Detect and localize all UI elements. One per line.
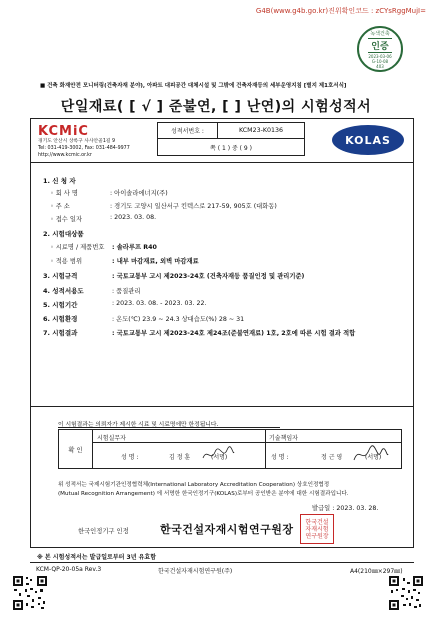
confirmation-table — [58, 429, 402, 469]
period-value: : 2023. 03. 08. - 2023. 03. 22. — [112, 300, 207, 307]
manager-signature-icon — [351, 444, 389, 466]
seal-main: 인증 — [368, 38, 391, 53]
accreditation-statement — [58, 481, 408, 499]
section-target-heading: 2. 시험대상품 — [43, 230, 84, 238]
scope-label: ◦ 적용 범위 — [50, 258, 83, 265]
manager-name: 정 근 영 — [321, 454, 343, 461]
tester-title: 시험실무자 — [97, 435, 126, 442]
result-value: : 국토교통부 고시 제2023-24호 제24조(준불연재료) 1호, 2호에 따른 시험 결과 적합 — [112, 330, 356, 337]
limitation-underline — [58, 427, 280, 428]
footer-divider — [30, 562, 414, 563]
confirmation-row-line — [93, 442, 401, 443]
manager-name-label: 성 명 : — [271, 454, 289, 461]
qr-code-icon-right — [388, 575, 424, 611]
applicant-date-label: ◦ 접수 일자 — [50, 216, 83, 223]
purpose-value: : 품질관리 — [112, 288, 141, 295]
seal-code: G-10-08 — [371, 58, 389, 64]
applicant-company-label: ◦ 회 사 명 — [50, 190, 78, 197]
qr-code-icon — [12, 575, 48, 611]
section-applicant-heading: 1. 신 청 자 — [43, 177, 76, 185]
agency-name: 한국건설자재시험연구원장 — [160, 523, 294, 536]
tester-signature-icon — [201, 444, 235, 464]
accreditation-line-1: 위 성적서는 국제시험기관인정협력체(International Laboratory Accreditation Cooperation) 상호인정협정 — [58, 482, 330, 488]
section-result-heading: 7. 시험결과 — [43, 329, 78, 337]
header-divider — [30, 162, 414, 163]
section-purpose-heading: 4. 성적서용도 — [43, 287, 84, 295]
kcmic-logo: KCMiC — [38, 124, 89, 139]
seal-num: 403 — [376, 63, 384, 69]
form-notice: ■ 건축 화재안전 모니터링(건축자재 분야), 아파트 대피공간 대체시설 및 그밖에 건축자재등의 세부운영지침 [별지 제1호서식] — [40, 83, 347, 89]
lab-url-line: http://www.kcmic.or.kr — [38, 153, 92, 158]
tester-name-label: 성 명 : — [121, 454, 139, 461]
tester-sign-label: (서명) — [211, 454, 228, 461]
page-indicator: 쪽 ( 1 ) 중 ( 9 ) — [210, 144, 252, 152]
kolas-mark: KOLAS — [332, 125, 404, 155]
section-spec-heading: 3. 시험규격 — [43, 272, 78, 280]
kolas-logo — [332, 125, 404, 155]
tester-name: 김 정 훈 — [169, 454, 191, 461]
applicant-address-value: : 경기도 고양시 일산서구 킨텍스로 217-59, 905호 (대화동) — [110, 203, 277, 210]
lab-address — [38, 138, 130, 159]
green-building-seal — [357, 26, 403, 72]
footer-org: 한국건설자재시험연구원(주) — [158, 568, 233, 575]
manager-sign-label: (서명) — [365, 454, 382, 461]
applicant-date-value: : 2023. 03. 08. — [110, 214, 157, 221]
validity-note: ※ 본 시험성적서는 발급일로부터 3년 유효함 — [37, 554, 156, 561]
content-divider — [30, 406, 414, 407]
environment-value: : 온도(℃) 23.9 ~ 24.3 상대습도(%) 28 ~ 31 — [112, 316, 245, 323]
applicant-company-value: : 아이솔라에너지(주) — [110, 190, 168, 197]
sample-name-value: : 솔라루프 R40 — [112, 244, 157, 251]
form-code: KCM-QP-20-05a Rev.3 — [36, 566, 102, 573]
accreditation-line-2: (Mutual Recognition Arrangement) 에 서명한 한국인정기구(KOLAS)로부터 공인받은 분야에 대한 시험결과입니다. — [58, 491, 349, 497]
section-environment-heading: 6. 시험환경 — [43, 315, 78, 323]
g4b-verification-code: G4B(www.g4b.go.kr)진위확인코드 : zCYsRggMujI= — [255, 7, 426, 15]
issue-date: 발급일 : 2023. 03. 28. — [312, 505, 379, 512]
scope-value: : 내부 마감재료, 외벽 마감재료 — [112, 258, 199, 265]
lab-phone-line: Tel: 031-419-3002, Fax: 031-484-9977 — [38, 146, 130, 151]
section-period-heading: 5. 시험기간 — [43, 301, 78, 309]
applicant-address-label: ◦ 주 소 — [50, 203, 70, 210]
cert-number-label: 성적서번호 : — [158, 123, 218, 138]
spec-value: : 국토교통부 고시 제2023-24호 (건축자재등 품질인정 및 관리기준) — [112, 273, 305, 280]
confirmation-col-line — [265, 430, 266, 468]
paper-size: A4(210㎜×297㎜) — [350, 568, 403, 575]
lab-address-line: 경기도 안산시 상록구 사사안골1길 9 — [38, 139, 116, 144]
limitation-note: 이 시험결과는 의뢰자가 제시한 시료 및 시료명에만 한정됩니다. — [58, 422, 219, 428]
confirmation-header: 확 인 — [59, 430, 93, 468]
seal-top: 녹색건축 — [370, 30, 390, 37]
document-title: 단일재료( [ √ ] 준불연, [ ] 난연)의 시험성적서 — [60, 99, 372, 115]
official-stamp-icon: 한국건설 자재시험 연구원장 — [300, 514, 334, 544]
cert-number: KCM23-K0136 — [238, 127, 284, 134]
sample-name-label: ◦ 시료명 / 제품번호 — [50, 244, 105, 251]
manager-title: 기술책임자 — [269, 435, 298, 442]
agency-label: 한국인정기구 인정 — [78, 528, 129, 535]
certificate-number-box — [157, 122, 305, 156]
seal-date: 2023-03-06 — [368, 53, 392, 59]
